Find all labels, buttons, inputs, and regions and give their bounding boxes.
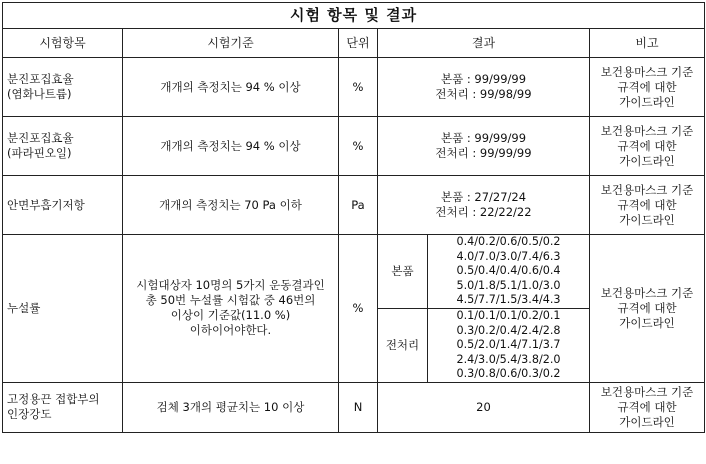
row-item: 고정용끈 접합부의 인장강도 (3, 382, 123, 432)
header-unit: 단위 (339, 29, 378, 58)
row-criteria: 개개의 측정치는 94 % 이상 (123, 58, 339, 117)
row-unit: % (339, 117, 378, 176)
row-criteria: 개개의 측정치는 94 % 이상 (123, 117, 339, 176)
row-note: 보건용마스크 기준 규격에 대한 가이드라인 (590, 235, 705, 383)
table-row (3, 117, 705, 176)
table-row (3, 176, 705, 235)
row-note: 보건용마스크 기준 규격에 대한 가이드라인 (590, 58, 705, 117)
row-item: 분진포집효율 (파라핀오일) (3, 117, 123, 176)
table-row (3, 235, 705, 309)
table-title: 시험 항목 및 결과 (3, 3, 705, 29)
row-note: 보건용마스크 기준 규격에 대한 가이드라인 (590, 117, 705, 176)
header-result: 결과 (378, 29, 590, 58)
row-result: 본품 : 27/27/24 전처리 : 22/22/22 (378, 176, 590, 235)
row-note: 보건용마스크 기준 규격에 대한 가이드라인 (590, 382, 705, 432)
row-unit: Pa (339, 176, 378, 235)
row-note: 보건용마스크 기준 규격에 대한 가이드라인 (590, 176, 705, 235)
table-row (3, 58, 705, 117)
row-result: 본품 : 99/99/99 전처리 : 99/98/99 (378, 58, 590, 117)
row-criteria: 개개의 측정치는 70 Pa 이하 (123, 176, 339, 235)
header-item: 시험항목 (3, 29, 123, 58)
row-unit: % (339, 58, 378, 117)
row-item: 안면부흡기저항 (3, 176, 123, 235)
row-result: 본품 : 99/99/99 전처리 : 99/99/99 (378, 117, 590, 176)
row-result: 20 (378, 382, 590, 432)
leak-values-pretreat: 0.1/0.1/0.1/0.2/0.1 0.3/0.2/0.4/2.4/2.8 0.5/2.0/1.4/7.1/3.7 2.4/3.0/5.4/3.8/2.0 0.3/0.8/0.6/0.3/0.2 (428, 308, 590, 382)
row-criteria: 시험대상자 10명의 5가지 운동결과인 총 50번 누설률 시험값 중 46번의 이상이 기준값(11.0 %) 이하이어야한다. (123, 235, 339, 383)
leak-sub-label-main: 본품 (378, 235, 428, 309)
row-item: 누설률 (3, 235, 123, 383)
results-table (2, 2, 705, 433)
leak-values-main: 0.4/0.2/0.6/0.5/0.2 4.0/7.0/3.0/7.4/6.3 0.5/0.4/0.4/0.6/0.4 5.0/1.8/5.1/1.0/3.0 4.5/7.7/1.5/3.4/4.3 (428, 235, 590, 309)
row-unit: % (339, 235, 378, 383)
row-unit: N (339, 382, 378, 432)
table-row (3, 382, 705, 432)
leak-sub-label-pretreat: 전처리 (378, 308, 428, 382)
header-criteria: 시험기준 (123, 29, 339, 58)
row-criteria: 검체 3개의 평균치는 10 이상 (123, 382, 339, 432)
header-note: 비고 (590, 29, 705, 58)
row-item: 분진포집효율 (염화나트륨) (3, 58, 123, 117)
